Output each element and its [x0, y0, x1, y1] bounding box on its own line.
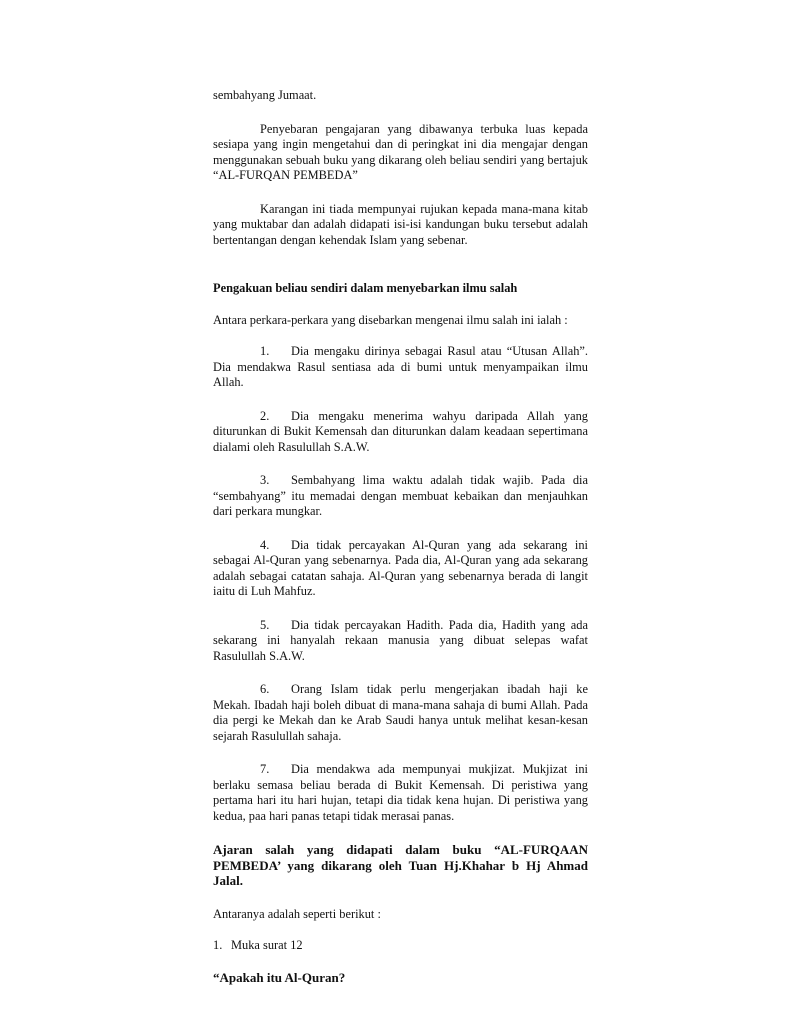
list-item	[213, 344, 588, 391]
claims-list	[213, 344, 588, 824]
list-item	[213, 762, 588, 824]
section-heading-apakah: “Apakah itu Al-Quran?	[213, 969, 346, 985]
list-item-number: 2.	[260, 408, 270, 423]
list-item-number: 5.	[260, 617, 270, 632]
list-item-text: Dia mengaku dirinya sebagai Rasul atau “Utusan Allah”. Dia mendakwa Rasul sentiasa ada di bumi untuk menyampaikan ilmu Allah.	[213, 344, 588, 389]
list-item-text: Dia mengaku menerima wahyu daripada Allah yang diturunkan di Bukit Kemensah dan diturunkan dalam keadaan sepertimana dialami oleh Rasulullah S.A.W.	[213, 408, 588, 454]
list-item-number: 1.	[260, 344, 270, 358]
page-reference-item	[213, 938, 588, 954]
list-item-number: 6.	[260, 682, 270, 696]
list-item	[213, 538, 588, 600]
list-item-number: 4.	[260, 537, 270, 552]
list-item-text: Sembahyang lima waktu adalah tidak wajib. Pada dia “sembahyang” itu memadai dengan membuat kebaikan dan menjauhkan dari perkara mungkar.	[213, 473, 588, 518]
list-item-number: 3.	[260, 473, 270, 487]
continuation-line: sembahyang Jumaat.	[213, 88, 317, 102]
list-item-text: Dia tidak percayakan Hadith. Pada dia, Hadith yang ada sekarang ini hanyalah rekaan manusia yang dibuat selepas wafat Rasulullah S.A.W.	[213, 617, 588, 663]
list-item	[213, 682, 588, 744]
list-item	[213, 409, 588, 456]
document-page	[213, 88, 588, 985]
list-item-text: Muka surat 12	[231, 938, 303, 952]
list-item-text: Dia tidak percayakan Al-Quran yang ada sekarang ini sebagai Al-Quran yang sebenarnya. Pada dia, Al-Quran yang ada sekarang adalah sebagai catatan sahaja. Al-Quran yang sebenarnya berada di langit iaitu di Luh Mahfuz.	[213, 537, 588, 598]
list-item-number: 1.	[213, 938, 223, 952]
list-item-text: Orang Islam tidak perlu mengerjakan ibadah haji ke Mekah. Ibadah haji boleh dibuat di mana-mana sahaja di bumi Allah. Pada dia pergi ke Mekah dan ke Arab Saudi hanya untuk melihat kesan-kesan sejarah Rasulullah sahaja.	[213, 682, 588, 743]
list-intro: Antara perkara-perkara yang disebarkan mengenai ilmu salah ini ialah :	[213, 312, 568, 327]
list-item	[213, 618, 588, 665]
list-item-text: Dia mendakwa ada mempunyai mukjizat. Mukjizat ini berlaku semasa beliau berada di Bukit Kemensah. Di peristiwa yang pertama hari itu hari hujan, tetapi dia tidak kena hujan. Di peristiwa yang kedua, paa hari panas tetapi tidak merasai panas.	[213, 762, 588, 823]
list-intro-antaranya: Antaranya adalah seperti berikut :	[213, 906, 381, 921]
paragraph-penyebaran: Penyebaran pengajaran yang dibawanya terbuka luas kepada sesiapa yang ingin mengetahui dan di peringkat ini dia mengajar dengan menggunakan sebuah buku yang dikarang oleh beliau sendiri yang bertajuk “AL-FURQAN PEMBEDA”	[213, 121, 588, 182]
list-item-number: 7.	[260, 762, 270, 776]
paragraph-karangan: Karangan ini tiada mempunyai rujukan kepada mana-mana kitab yang muktabar dan adalah didapati isi-isi kandungan buku tersebut adalah bertentangan dengan kehendak Islam yang sebenar.	[213, 201, 588, 247]
section-heading-pengakuan: Pengakuan beliau sendiri dalam menyebarkan ilmu salah	[213, 281, 518, 295]
list-item	[213, 473, 588, 520]
section-heading-ajaran: Ajaran salah yang didapati dalam buku “AL-FURQAAN PEMBEDA’ yang dikarang oleh Tuan Hj.Khahar b Hj Ahmad Jalal.	[213, 842, 588, 888]
